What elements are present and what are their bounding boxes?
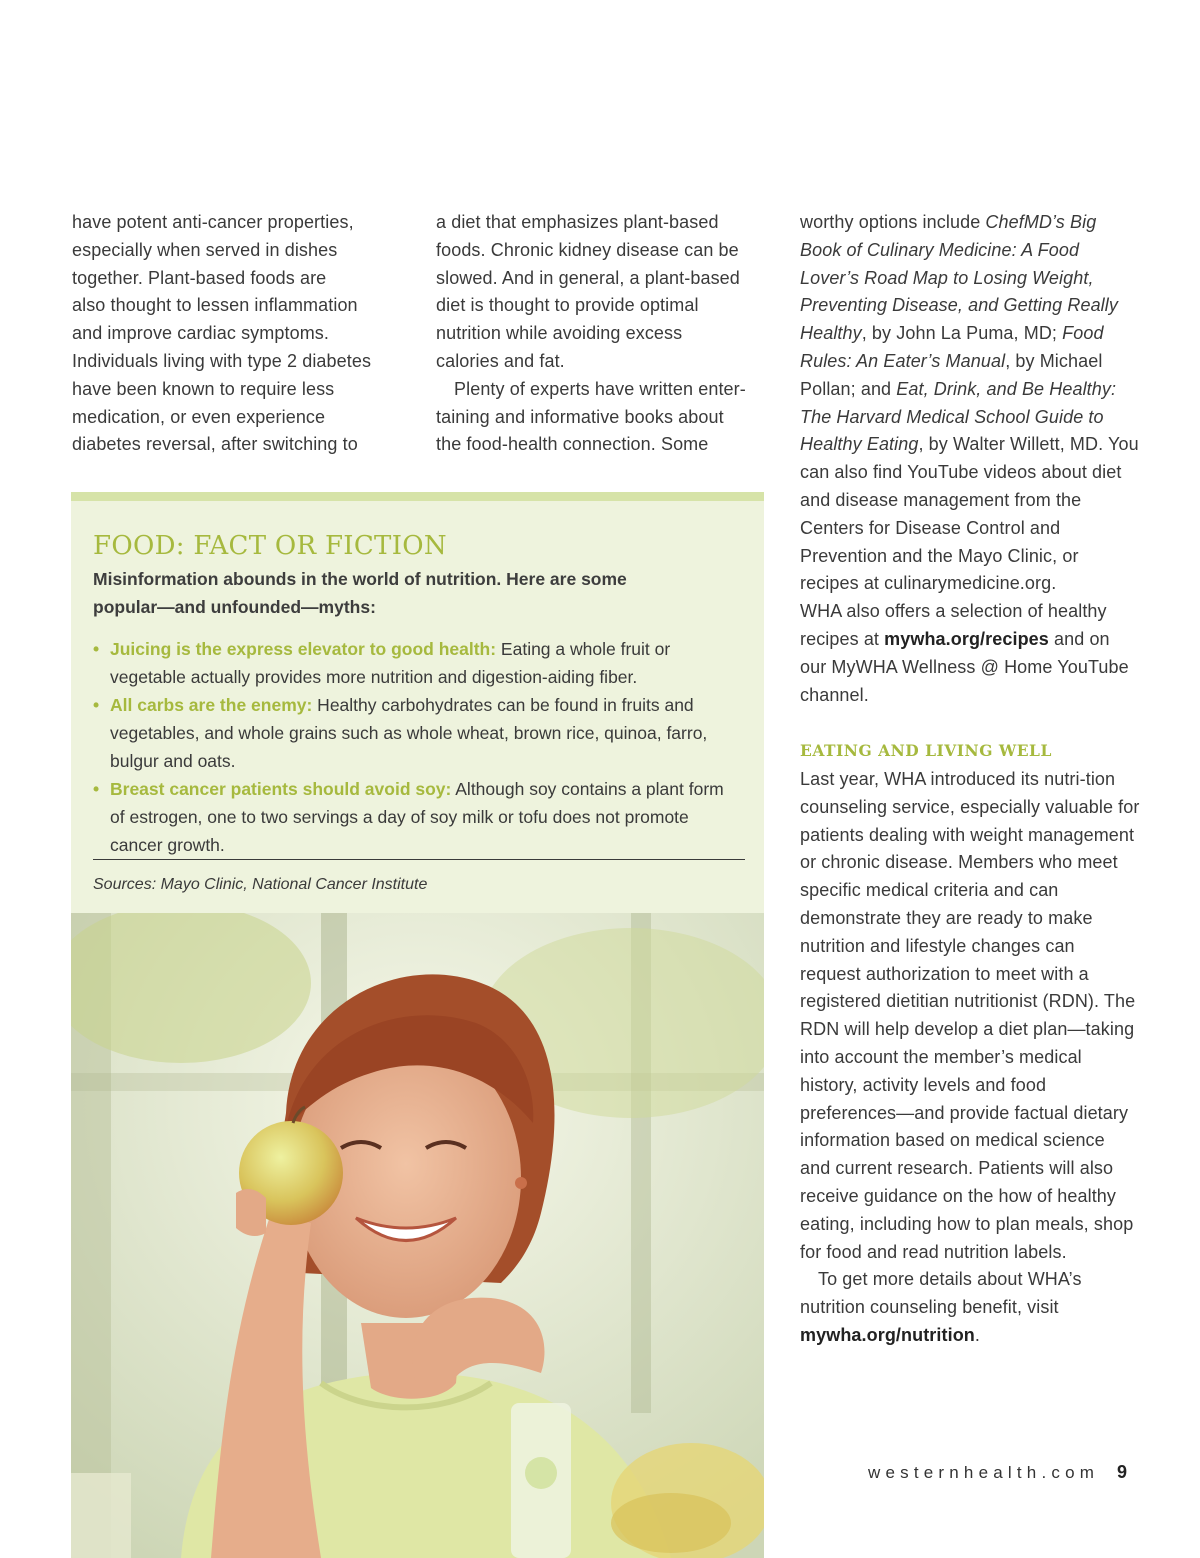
article-column-3-lower [800, 766, 1140, 1350]
recipes-paragraph [800, 598, 1140, 709]
book-title: Food Rules: An Eater’s Manual [800, 323, 1104, 371]
text-run: WHA also offers a selection of healthy recipes at [800, 601, 1107, 649]
woman-with-apple-photo [71, 913, 764, 1558]
body-line: calories and fat. [436, 350, 565, 371]
body-line: a diet that emphasizes plant-based [436, 212, 719, 232]
body-line: have potent anti-cancer properties, [72, 212, 354, 232]
body-line: nutrition while avoiding excess [436, 323, 683, 344]
sidebar-intro: Misinformation abounds in the world of nutrition. Here are some popular—and unfounded—myths: [93, 569, 627, 617]
article-column-2 [436, 209, 766, 459]
sources-note: Sources: Mayo Clinic, National Cancer Institute [93, 876, 428, 893]
myth-text: Although soy contains a plant form of estrogen, one to two servings a day of soy milk or tofu does not promote cancer growth. [110, 779, 724, 855]
bullet-icon: • [93, 779, 100, 799]
body-line: medication, or even experience [72, 406, 326, 427]
myth-text: Eating a whole fruit or vegetable actually provides more nutrition and digestion-aiding fiber. [110, 639, 671, 687]
divider [93, 859, 745, 860]
text-run: . [974, 1324, 981, 1345]
myth-list [93, 635, 743, 859]
body-line: diabetes reversal, after switching to [72, 434, 358, 455]
text-run: , by Walter Willett, MD. You can also find YouTube videos about diet and disease management from the Centers for Disease Control and Prevention and the Mayo Clinic, or recipes at culinarymedicine.org. [800, 434, 1139, 594]
body-line: foods. Chronic kidney disease can be [436, 239, 739, 260]
bullet-icon: • [93, 695, 100, 715]
text-run: worthy options include [800, 212, 986, 232]
book-recommendations-paragraph [800, 209, 1140, 598]
body-line: taining and informative books about [436, 406, 724, 427]
body-line: have been known to require less [72, 378, 335, 399]
body-line: diet is thought to provide optimal [436, 295, 699, 316]
list-item [93, 775, 743, 859]
body-line: together. Plant-based foods are [72, 267, 327, 288]
myth-lead: All carbs are the enemy: [110, 695, 313, 715]
text-run: , by John La Puma, MD; [861, 323, 1063, 344]
footer-site: westernhealth.com [868, 1463, 1100, 1482]
text-run: and on our MyWHA Wellness @ Home YouTube channel. [800, 628, 1129, 705]
list-item [93, 635, 743, 691]
nutrition-link[interactable]: mywha.org/nutrition [800, 1324, 975, 1345]
article-column-3 [800, 209, 1140, 709]
body-line: slowed. And in general, a plant-based [436, 267, 740, 288]
body-line: and improve cardiac symptoms. [72, 323, 329, 344]
text-run: , by Michael Pollan; and [800, 350, 1103, 399]
page-number: 9 [1117, 1462, 1128, 1482]
article-column-1 [72, 209, 402, 459]
fact-or-fiction-sidebar [71, 492, 764, 913]
book-title: ChefMD’s Big Book of Culinary Medicine: A Food Lover’s Road Map to Losing Weight, Preventing Disease, and Getting Really Healthy [800, 212, 1118, 344]
details-paragraph [800, 1266, 1140, 1349]
book-title: Eat, Drink, and Be Healthy: The Harvard Medical School Guide to Healthy Eating [800, 378, 1117, 455]
nutrition-counseling-paragraph: Last year, WHA introduced its nutri-tion counseling service, especially valuable for patients dealing with weight management or chronic disease. Members who meet specific medical criteria and can demonstrate they are ready to make nutrition and lifestyle changes can request authorization to meet with a registered dietitian nutritionist (RDN). The RDN will help develop a diet plan—taking into account the member’s medical history, activity levels and food preferences—and provide factual dietary information based on medical science and current research. Patients will also receive guidance on the how of healthy eating, including how to plan meals, shop for food and read nutrition labels. [800, 769, 1140, 1262]
sidebar-title: FOOD: FACT OR FICTION [93, 531, 447, 561]
recipes-link[interactable]: mywha.org/recipes [884, 628, 1049, 649]
body-line: especially when served in dishes [72, 239, 338, 260]
list-item [93, 691, 743, 775]
body-line: Individuals living with type 2 diabetes [72, 350, 372, 371]
body-line: also thought to lessen inflammation [72, 295, 358, 316]
myth-lead: Breast cancer patients should avoid soy: [110, 779, 452, 799]
myth-lead: Juicing is the express elevator to good health: [110, 639, 497, 659]
bullet-icon: • [93, 639, 100, 659]
myth-text: Healthy carbohydrates can be found in fruits and vegetables, and whole grains such as whole wheat, brown rice, quinoa, farro, bulgur and oats. [110, 695, 708, 771]
section-heading: EATING AND LIVING WELL [800, 741, 1052, 760]
body-line: Plenty of experts have written enter- [454, 378, 746, 399]
body-line: the food-health connection. Some [436, 434, 709, 455]
text-run: To get more details about WHA’s nutrition counseling benefit, visit [800, 1269, 1082, 1318]
photo-illustration [71, 913, 764, 1558]
